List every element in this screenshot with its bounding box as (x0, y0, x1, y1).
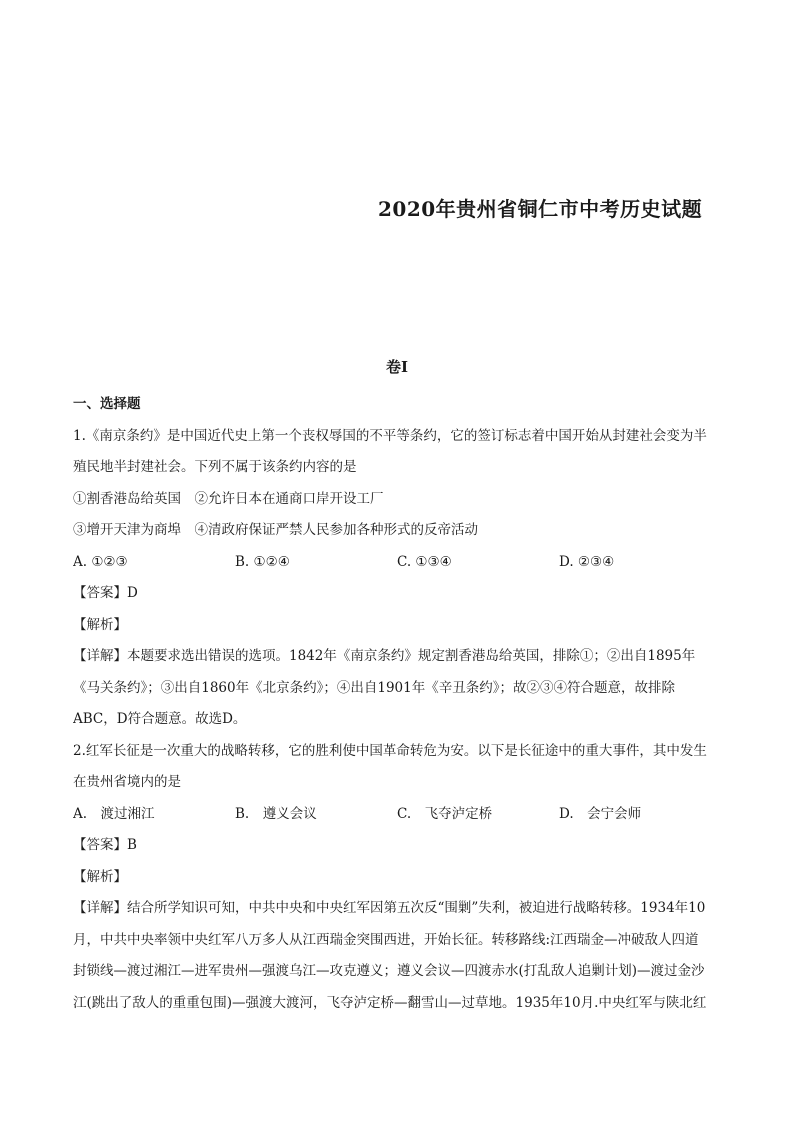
q1-detail-line-1: 【详解】本题要求选出错误的选项。1842年《南京条约》规定割香港岛给英国，排除①；②出自1895年 (73, 648, 696, 664)
q1-option-c: C. ①③④ (397, 553, 452, 570)
q2-option-c: C. 飞夺泸定桥 (397, 805, 493, 822)
q1-option-d: D. ②③④ (559, 553, 615, 570)
q2-detail-line-4: 江(跳出了敌人的重重包围)—强渡大渡河，飞夺泸定桥—翻雪山—过草地。1935年10月.中央红军与陕北红 (73, 994, 707, 1011)
section-heading: 一、选择题 (73, 396, 141, 412)
q1-detail-line-3: ABC，D符合题意。故选D。 (73, 711, 247, 727)
q2-stem-line-1: 2.红军长征是一次重大的战略转移，它的胜利使中国革命转危为安。以下是长征途中的重大事件，其中发生 (73, 742, 707, 759)
q1-item-line-2: ③增开天津为商埠 ④清政府保证严禁人民参加各种形式的反帝活动 (73, 522, 478, 538)
volume-heading: 卷I (385, 358, 409, 376)
page-title: 2020年贵州省铜仁市中考历史试题 (378, 197, 703, 221)
q1-option-b: B. ①②④ (235, 553, 290, 570)
q2-option-a: A. 渡过湘江 (73, 805, 155, 822)
q1-options (73, 547, 723, 579)
q2-stem-line-2: 在贵州省境内的是 (73, 774, 181, 790)
question-content (73, 389, 723, 1019)
q2-option-d: D. 会宁会师 (559, 805, 642, 822)
q1-stem-line-2: 殖民地半封建社会。下列不属于该条约内容的是 (73, 459, 357, 475)
q1-analysis-label: 【解析】 (73, 616, 127, 633)
q1-item-line-1: ①割香港岛给英国 ②允许日本在通商口岸开设工厂 (73, 490, 384, 507)
q1-answer: 【答案】D (73, 585, 138, 601)
q2-answer: 【答案】B (73, 837, 137, 853)
q2-analysis-label: 【解析】 (73, 868, 127, 885)
q2-detail-line-2: 月，中共中央率领中央红军八万多人从江西瑞金突围西进，开始长征。转移路线:江西瑞金—冲破敌人四道 (73, 931, 699, 948)
q1-detail-line-2: 《马关条约》；③出自1860年《北京条约》；④出自1901年《辛丑条约》；故②③④符合题意，故排除 (73, 679, 675, 696)
q2-detail-line-3: 封锁线—渡过湘江—进军贵州—强渡乌江—攻克遵义；遵义会议—四渡赤水(打乱敌人追剿计划)—渡过金沙 (73, 963, 705, 979)
q2-option-b: B. 遵义会议 (235, 805, 317, 822)
q1-option-a: A. ①②③ (73, 553, 128, 570)
q2-options (73, 799, 723, 831)
q2-detail-line-1: 【详解】结合所学知识可知，中共中央和中央红军因第五次反“围剿”失利，被迫进行战略转移。1934年10 (73, 900, 706, 916)
q1-stem-line-1: 1.《南京条约》是中国近代史上第一个丧权辱国的不平等条约，它的签订标志着中国开始从封建社会变为半 (73, 427, 707, 444)
